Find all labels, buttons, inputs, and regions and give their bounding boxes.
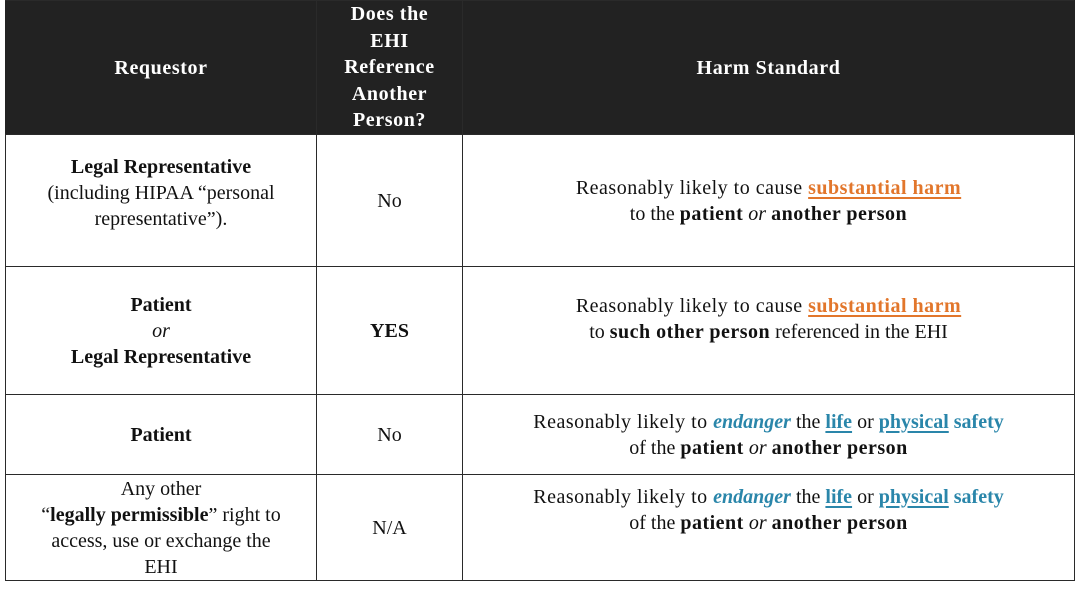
harm-standard-table <box>5 0 1075 581</box>
requestor-cell: Patient or Legal Representative <box>6 267 317 395</box>
header-row <box>6 1 1075 135</box>
references-cell: No <box>317 135 463 267</box>
header-references-another-person: Does the EHI Reference Another Person? <box>317 1 463 135</box>
table-row <box>6 395 1075 475</box>
references-cell: N/A <box>317 475 463 581</box>
references-cell: No <box>317 395 463 475</box>
requestor-cell: Any other “legally permissible” right to access, use or exchange the EHI <box>6 475 317 581</box>
table-row <box>6 475 1075 581</box>
references-cell: YES <box>317 267 463 395</box>
harm-standard-cell: Reasonably likely to cause substantial harm to such other person referenced in the EHI <box>463 267 1075 395</box>
requestor-cell: Patient <box>6 395 317 475</box>
harm-standard-cell: Reasonably likely to endanger the life or physical safety of the patient or another person <box>463 475 1075 581</box>
requestor-cell: Legal Representative (including HIPAA “personal representative”). <box>6 135 317 267</box>
harm-standard-cell: Reasonably likely to endanger the life or physical safety of the patient or another person <box>463 395 1075 475</box>
harm-standard-cell: Reasonably likely to cause substantial harm to the patient or another person <box>463 135 1075 267</box>
table-row <box>6 267 1075 395</box>
header-harm-standard: Harm Standard <box>463 1 1075 135</box>
table-row <box>6 135 1075 267</box>
header-requestor: Requestor <box>6 1 317 135</box>
